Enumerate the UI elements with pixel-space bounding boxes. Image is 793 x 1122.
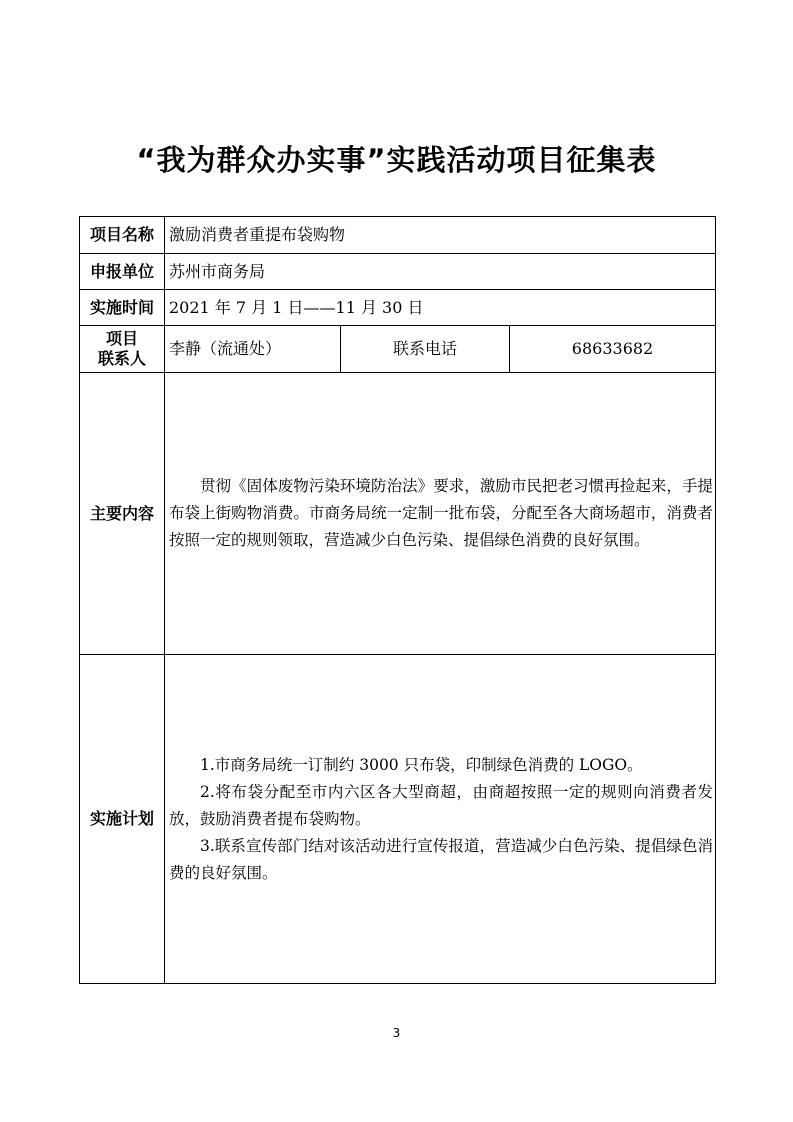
phone-value: 68633682 [510, 326, 716, 373]
phone-label: 联系电话 [341, 326, 510, 373]
contact-label [80, 326, 165, 373]
contact-label-line2: 联系人 [97, 349, 146, 368]
plan-item-2: 2.将布袋分配至市内六区各大型商超，由商超按照一定的规则向消费者发放，鼓励消费者提布袋购物。 [169, 782, 714, 828]
unit-value: 苏州市商务局 [165, 254, 716, 290]
plan-label: 实施计划 [80, 655, 165, 984]
row-plan [80, 655, 716, 984]
plan-item-1: 1.市商务局统一订制约 3000 只布袋，印制绿色消费的 LOGO。 [200, 755, 643, 774]
content-text: 贯彻《固体废物污染环境防治法》要求，激励市民把老习惯再捡起来，手提布袋上街购物消费。市商务局统一定制一批布袋，分配至各大商场超市，消费者按照一定的规则领取，营造减少白色污染、提倡绿色消费的良好氛围。 [169, 477, 714, 549]
time-value: 2021 年 7 月 1 日——11 月 30 日 [165, 290, 716, 326]
contact-value: 李静（流通处） [165, 326, 341, 373]
row-content [80, 373, 716, 655]
row-unit [80, 254, 716, 290]
content-body [165, 373, 716, 655]
row-time [80, 290, 716, 326]
page-number: 3 [392, 1026, 401, 1040]
row-contact [80, 326, 716, 373]
plan-item-3: 3.联系宣传部门结对该活动进行宣传报道，营造减少白色污染、提倡绿色消费的良好氛围。 [169, 836, 714, 882]
project-name-value: 激励消费者重提布袋购物 [165, 217, 716, 254]
project-name-label: 项目名称 [80, 217, 165, 254]
page-title: “我为群众办实事”实践活动项目征集表 [136, 143, 657, 177]
row-project-name [80, 217, 716, 254]
content-label: 主要内容 [80, 373, 165, 655]
project-form-table [79, 216, 716, 984]
plan-body [165, 655, 716, 984]
contact-label-line1: 项目 [105, 329, 138, 348]
time-label: 实施时间 [80, 290, 165, 326]
unit-label: 申报单位 [80, 254, 165, 290]
